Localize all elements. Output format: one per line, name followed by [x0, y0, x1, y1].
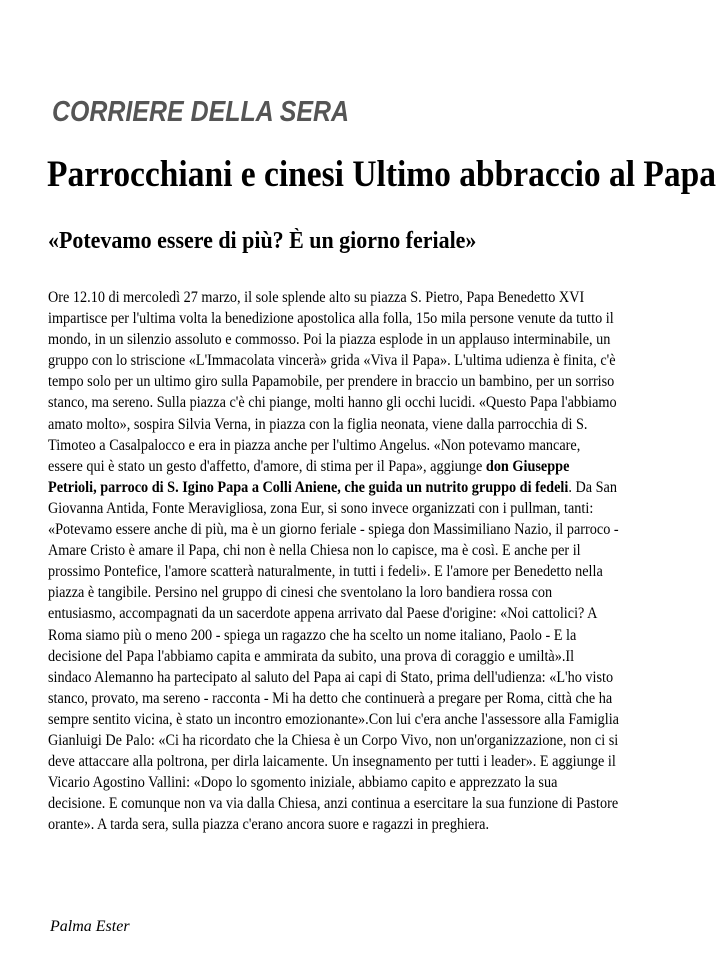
- body-line: mondo, in un silenzio assoluto e commosso. Poi la piazza esplode in un applauso interminabile, un: [48, 331, 611, 349]
- body-line: stanco, ma sereno. Sulla piazza c'è chi piange, molti hanno gli occhi lucidi. «Questo Papa l'abbiamo: [48, 394, 617, 412]
- body-line: piazza è tangibile. Persino nel gruppo di cinesi che sventolano la loro bandiera rossa con: [48, 584, 553, 602]
- body-line: stanco, provato, ma sereno - racconta - Mi ha detto che continuerà a pregare per Roma, città che ha: [48, 689, 613, 707]
- body-line: Giovanna Antida, Fonte Meravigliosa, zona Eur, si sono invece organizzati con i pullman, tanti:: [48, 499, 594, 517]
- body-line: «Potevamo essere anche di più, ma è un giorno feriale - spiega don Massimiliano Nazio, il parroco -: [48, 521, 619, 539]
- body-line: orante». A tarda sera, sulla piazza c'erano ancora suore e ragazzi in preghiera.: [48, 816, 490, 834]
- article-byline: Palma Ester: [50, 918, 130, 935]
- article-headline: Parrocchiani e cinesi Ultimo abbraccio al Papa: [47, 154, 717, 195]
- article-subheadline: «Potevamo essere di più? È un giorno feriale»: [48, 228, 477, 254]
- body-line: Gianluigi De Palo: «Ci ha ricordato che la Chiesa è un Corpo Vivo, non un'organizzazione, non ci si: [48, 731, 619, 749]
- body-line: Amare Cristo è amare il Papa, chi non è nella Chiesa non lo capisce, ma è così. E anche per il: [48, 542, 581, 560]
- body-line: gruppo con lo striscione «L'Immacolata vincerà» grida «Viva il Papa». L'ultima udienza è finita, c'è: [48, 352, 616, 370]
- body-line: amato molto», sospira Silvia Verna, in piazza con la figlia neonata, viene dalla parrocchia di S.: [48, 415, 588, 433]
- body-line: [48, 477, 684, 498]
- newspaper-masthead: CORRIERE DELLA SERA: [52, 96, 349, 128]
- bold-text: don Giuseppe: [485, 457, 570, 475]
- body-text-segment: . Da San: [568, 478, 617, 496]
- body-line: prossimo Pontefice, l'amore scatterà naturalmente, in tutti i fedeli». E l'amore per Benedetto nella: [48, 563, 603, 581]
- article-body: [48, 287, 684, 835]
- body-line: Roma siamo più o meno 200 - spiega un ragazzo che ha scelto un nome italiano, Paolo - E la: [48, 626, 577, 644]
- body-line: sempre sentito vicina, è stato un incontro emozionante».Con lui c'era anche l'assessore alla Famiglia: [48, 710, 620, 728]
- body-line: entusiasmo, accompagnati da un sacerdote appena arrivato dal Paese d'origine: «Noi cattolici? A: [48, 605, 598, 623]
- body-line: [48, 456, 684, 477]
- body-line: sindaco Alemanno ha partecipato al saluto del Papa ai capi di Stato, prima dell'udienza: «L'ho visto: [48, 668, 614, 686]
- bold-text: Petrioli, parroco di S. Igino Papa a Colli Aniene, che guida un nutrito gruppo di fedeli: [48, 478, 569, 496]
- body-line: Timoteo a Casalpalocco e era in piazza anche per l'ultimo Angelus. «Non potevamo mancare,: [48, 436, 581, 454]
- body-line: tempo solo per un ultimo giro sulla Papamobile, per prendere in braccio un bambino, per un sorriso: [48, 373, 615, 391]
- body-line: decisione del Papa l'abbiamo capita e ammirata da subito, una prova di coraggio e umiltà».Il: [48, 647, 575, 665]
- body-line: Ore 12.10 di mercoledì 27 marzo, il sole splende alto su piazza S. Pietro, Papa Benedetto XVI: [48, 289, 585, 306]
- body-text-segment: essere qui è stato un gesto d'affetto, d'amore, di stima per il Papa», aggiunge: [48, 457, 486, 475]
- body-line: deve attaccare alla poltrona, per dirla laicamente. Un insegnamento per tutti i leader». E aggiunge il: [48, 753, 616, 771]
- body-line: decisione. E comunque non va via dalla Chiesa, anzi continua a esercitare la sua funzione di Pastore: [48, 795, 619, 813]
- body-line: Vicario Agostino Vallini: «Dopo lo sgomento iniziale, abbiamo capito e apprezzato la sua: [48, 774, 558, 792]
- body-line: impartisce per l'ultima volta la benedizione apostolica alla folla, 15o mila persone venute da tutto il: [48, 310, 614, 328]
